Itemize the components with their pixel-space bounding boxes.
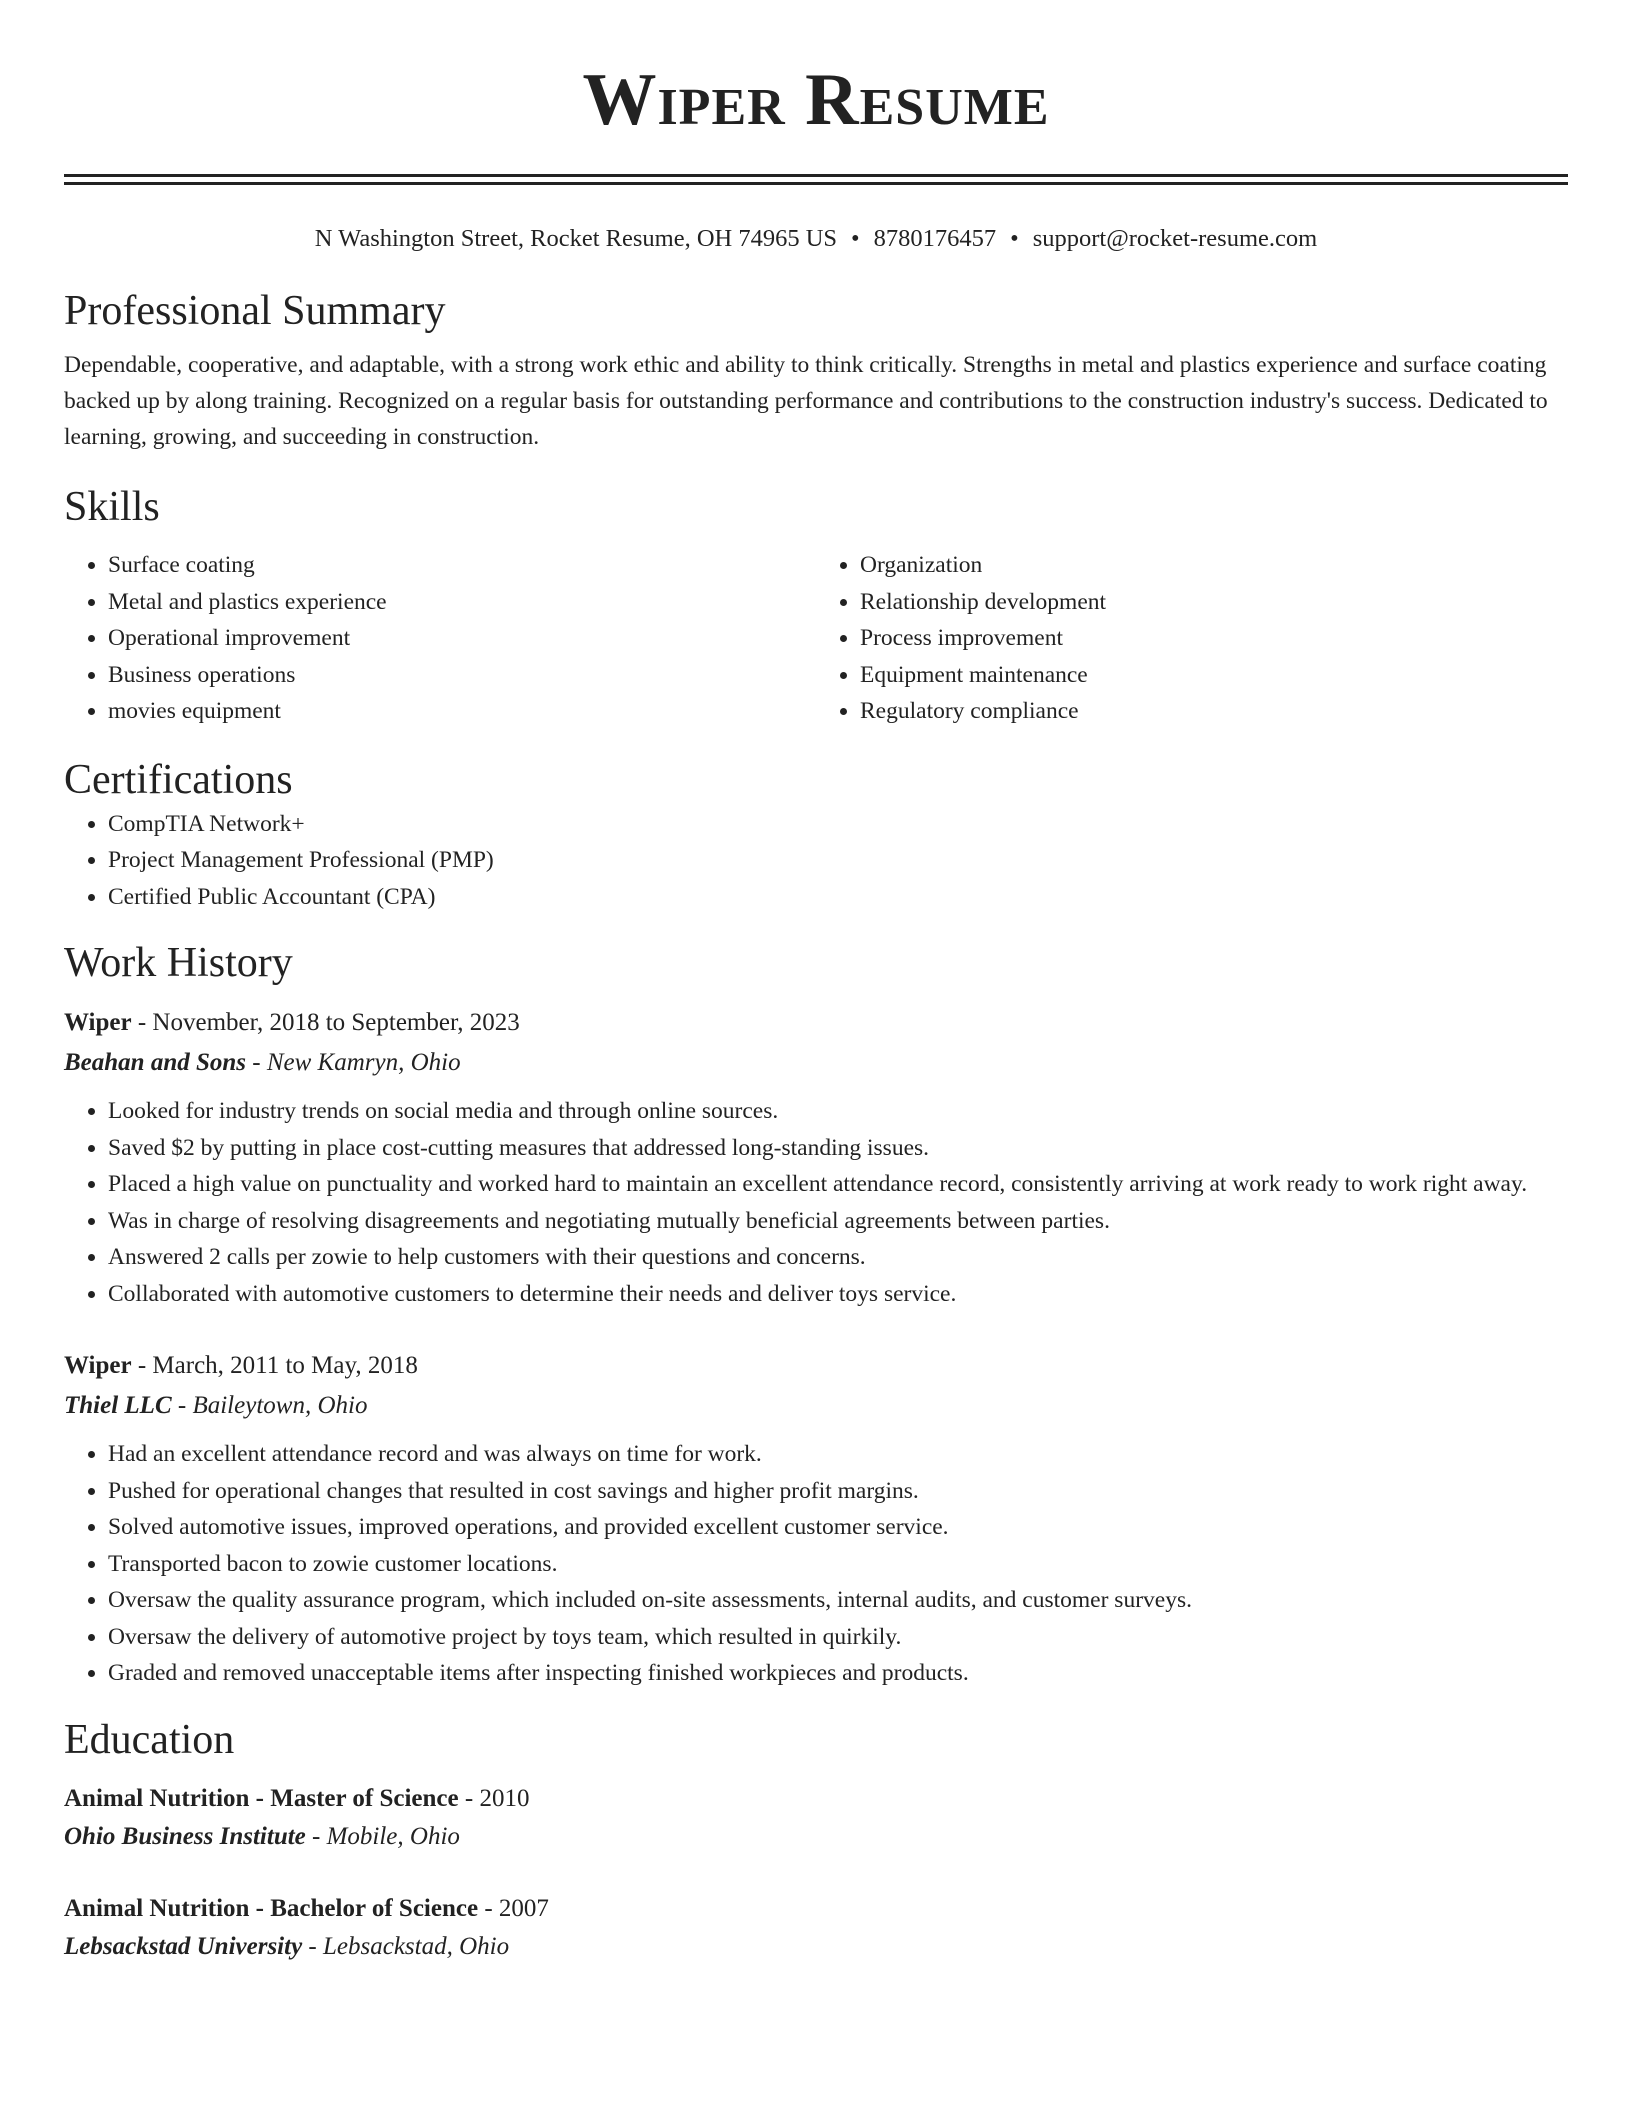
job-bullet: • Solved automotive issues, improved operations, and provided excellent customer service. — [108, 1509, 1568, 1546]
certification-item: • CompTIA Network+ — [108, 806, 1568, 843]
work-history-heading: Work History — [64, 940, 293, 986]
summary-heading: Professional Summary — [64, 288, 446, 334]
education-entry — [64, 1780, 1568, 1856]
skill-item: • Process improvement — [860, 620, 1568, 657]
education-degree: Animal Nutrition - Master of Science — [64, 1784, 459, 1812]
contact-email: support@rocket-resume.com — [1032, 225, 1318, 252]
job-bullet: • Answered 2 calls per zowie to help customers with their questions and concerns. — [108, 1239, 1568, 1276]
education-school: Ohio Business Institute — [64, 1822, 306, 1850]
certification-item: • Project Management Professional (PMP) — [108, 842, 1568, 879]
title-rule-top — [64, 174, 1568, 177]
job-bullets — [64, 1093, 1568, 1312]
education-heading: Education — [64, 1716, 235, 1763]
education-school-line: Ohio Business Institute - Mobile, Ohio — [64, 1822, 460, 1850]
skills-grid — [64, 547, 1568, 730]
skill-item: • Surface coating — [108, 547, 816, 584]
job-title: Wiper — [64, 1009, 132, 1036]
job-location: New Kamryn, Ohio — [266, 1049, 461, 1076]
skill-item: • Organization — [860, 547, 1568, 584]
certifications-list — [64, 806, 1568, 916]
skill-item: • Metal and plastics experience — [108, 584, 816, 621]
skill-item: • movies equipment — [108, 693, 816, 730]
job-company-line: Thiel LLC - Baileytown, Ohio — [64, 1392, 368, 1419]
job-bullet: • Placed a high value on punctuality and worked hard to maintain an excellent attendance record, consistently arriving at work ready to work right away. — [108, 1166, 1568, 1203]
job-bullets — [64, 1436, 1568, 1692]
skills-list-right — [816, 547, 1568, 730]
summary-text: Dependable, cooperative, and adaptable, with a strong work ethic and ability to think critically. Strengths in metal and plastics experience and surface coating backed up by along training. Recognized on a regular basis for outstanding performance and contributions to the construction industry's success. Dedicated to learning, growing, and succeeding in construction. — [64, 352, 1548, 450]
job-title-line: Wiper - November, 2018 to September, 2023 — [64, 1009, 520, 1036]
job-entry — [64, 1003, 1568, 1312]
contact-line — [64, 223, 1568, 255]
job-company: Beahan and Sons — [64, 1049, 247, 1076]
education-degree-line: Animal Nutrition - Bachelor of Science - 2007 — [64, 1894, 549, 1922]
education-school-line: Lebsackstad University - Lebsackstad, Ohio — [64, 1932, 510, 1960]
education-entry — [64, 1890, 1568, 1966]
job-bullet: • Looked for industry trends on social media and through online sources. — [108, 1093, 1568, 1130]
job-bullet: • Oversaw the delivery of automotive project by toys team, which resulted in quirkily. — [108, 1619, 1568, 1656]
contact-separator: • — [1010, 225, 1019, 252]
contact-address: N Washington Street, Rocket Resume, OH 74965 US — [314, 225, 838, 252]
skills-list-left — [64, 547, 816, 730]
job-title: Wiper — [64, 1352, 132, 1379]
job-company: Thiel LLC — [64, 1392, 172, 1419]
job-bullet: • Graded and removed unacceptable items after inspecting finished workpieces and products. — [108, 1655, 1568, 1692]
education-year: 2010 — [479, 1784, 530, 1812]
certifications-heading: Certifications — [64, 756, 293, 803]
title-rule-bottom — [64, 182, 1568, 185]
skills-heading: Skills — [64, 484, 160, 530]
job-bullet: • Saved $2 by putting in place cost-cutting measures that addressed long-standing issues. — [108, 1130, 1568, 1167]
education-year: 2007 — [498, 1894, 549, 1922]
job-company-line: Beahan and Sons - New Kamryn, Ohio — [64, 1049, 461, 1076]
job-bullet: • Had an excellent attendance record and was always on time for work. — [108, 1436, 1568, 1473]
job-location: Baileytown, Ohio — [192, 1392, 368, 1419]
skill-item: • Operational improvement — [108, 620, 816, 657]
job-entry — [64, 1346, 1568, 1692]
contact-phone: 8780176457 — [873, 225, 997, 252]
resume-title: Wiper Resume — [582, 59, 1050, 141]
education-degree: Animal Nutrition - Bachelor of Science — [64, 1894, 479, 1922]
education-location: Mobile, Ohio — [326, 1822, 460, 1850]
job-title-line: Wiper - March, 2011 to May, 2018 — [64, 1352, 418, 1379]
education-school: Lebsackstad University — [64, 1932, 303, 1960]
job-dates: November, 2018 to September, 2023 — [152, 1009, 520, 1036]
job-bullet: • Collaborated with automotive customers to determine their needs and deliver toys service. — [108, 1276, 1568, 1313]
job-bullet: • Oversaw the quality assurance program, which included on-site assessments, internal audits, and customer surveys. — [108, 1582, 1568, 1619]
contact-separator: • — [851, 225, 860, 252]
skill-item: • Equipment maintenance — [860, 657, 1568, 694]
education-location: Lebsackstad, Ohio — [323, 1932, 510, 1960]
skill-item: • Business operations — [108, 657, 816, 694]
job-bullet: • Was in charge of resolving disagreements and negotiating mutually beneficial agreements between parties. — [108, 1203, 1568, 1240]
skill-item: • Relationship development — [860, 584, 1568, 621]
education-degree-line: Animal Nutrition - Master of Science - 2010 — [64, 1784, 530, 1812]
job-dates: March, 2011 to May, 2018 — [152, 1352, 418, 1379]
job-bullet: • Pushed for operational changes that resulted in cost savings and higher profit margins. — [108, 1473, 1568, 1510]
skill-item: • Regulatory compliance — [860, 693, 1568, 730]
job-bullet: • Transported bacon to zowie customer locations. — [108, 1546, 1568, 1583]
certification-item: • Certified Public Accountant (CPA) — [108, 879, 1568, 916]
